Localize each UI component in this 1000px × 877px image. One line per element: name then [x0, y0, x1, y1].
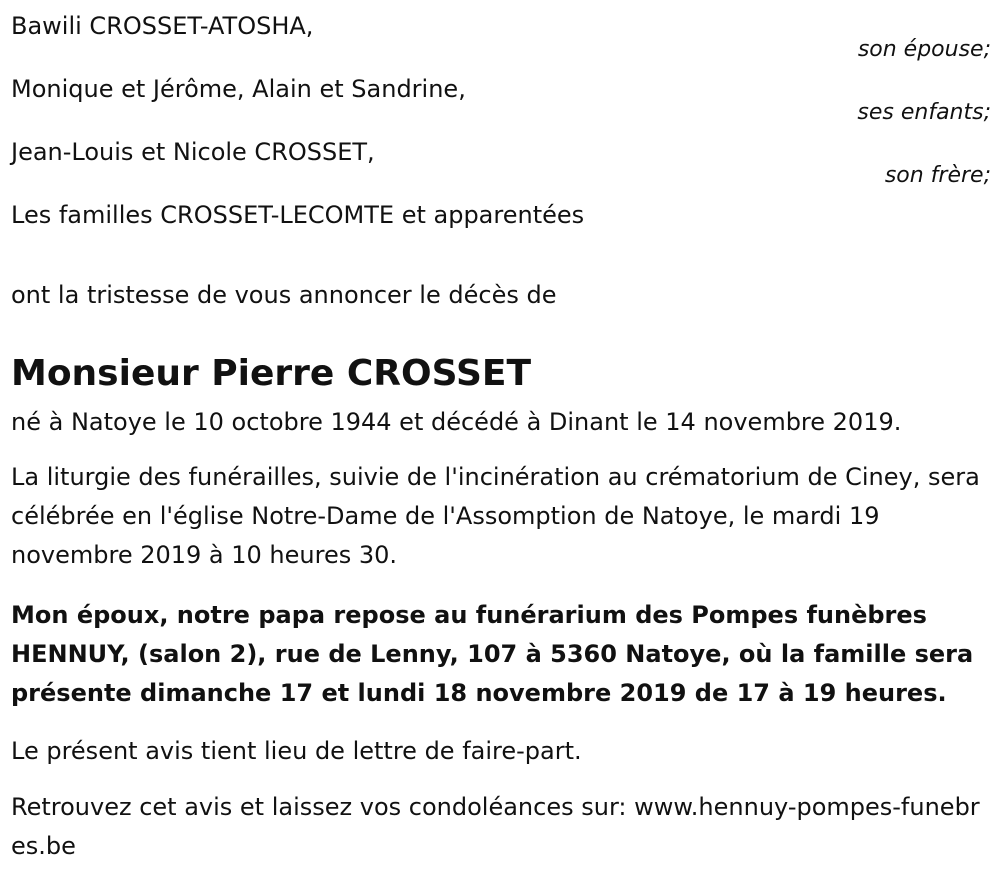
notice-text: Le présent avis tient lieu de lettre de faire-part. [11, 737, 582, 765]
family-member-brother: Jean-Louis et Nicole CROSSET, [11, 138, 375, 166]
deceased-name: Monsieur Pierre CROSSET [11, 353, 532, 394]
family-member-children: Monique et Jérôme, Alain et Sandrine, [11, 75, 466, 103]
deceased-dates: né à Natoye le 10 octobre 1944 et décédé à Dinant le 14 novembre 2019. [11, 408, 902, 436]
family-member-spouse: Bawili CROSSET-ATOSHA, [11, 12, 314, 40]
liturgy-paragraph: La liturgie des funérailles, suivie de l'incinération au crématorium de Ciney, sera célébrée en l'église Notre-Dame de l'Assomption de Natoye, le mardi 19 novembre 2019 à 10 heures 30. [11, 463, 980, 569]
role-spouse: son épouse; [857, 37, 991, 62]
family-member-relatives: Les familles CROSSET-LECOMTE et apparentées [11, 201, 585, 229]
role-children: ses enfants; [857, 100, 991, 125]
announcement-text: ont la tristesse de vous annoncer le décès de [11, 281, 557, 309]
funerarium-paragraph: Mon époux, notre papa repose au funérarium des Pompes funèbres HENNUY, (salon 2), rue de Lenny, 107 à 5360 Natoye, où la famille sera présente dimanche 17 et lundi 18 novembre 2019 de 17 à 19 heures. [11, 601, 974, 707]
condolences-text: Retrouvez cet avis et laissez vos condoléances sur: www.hennuy-pompes-funebres.be [11, 793, 980, 860]
role-brother: son frère; [884, 163, 991, 188]
